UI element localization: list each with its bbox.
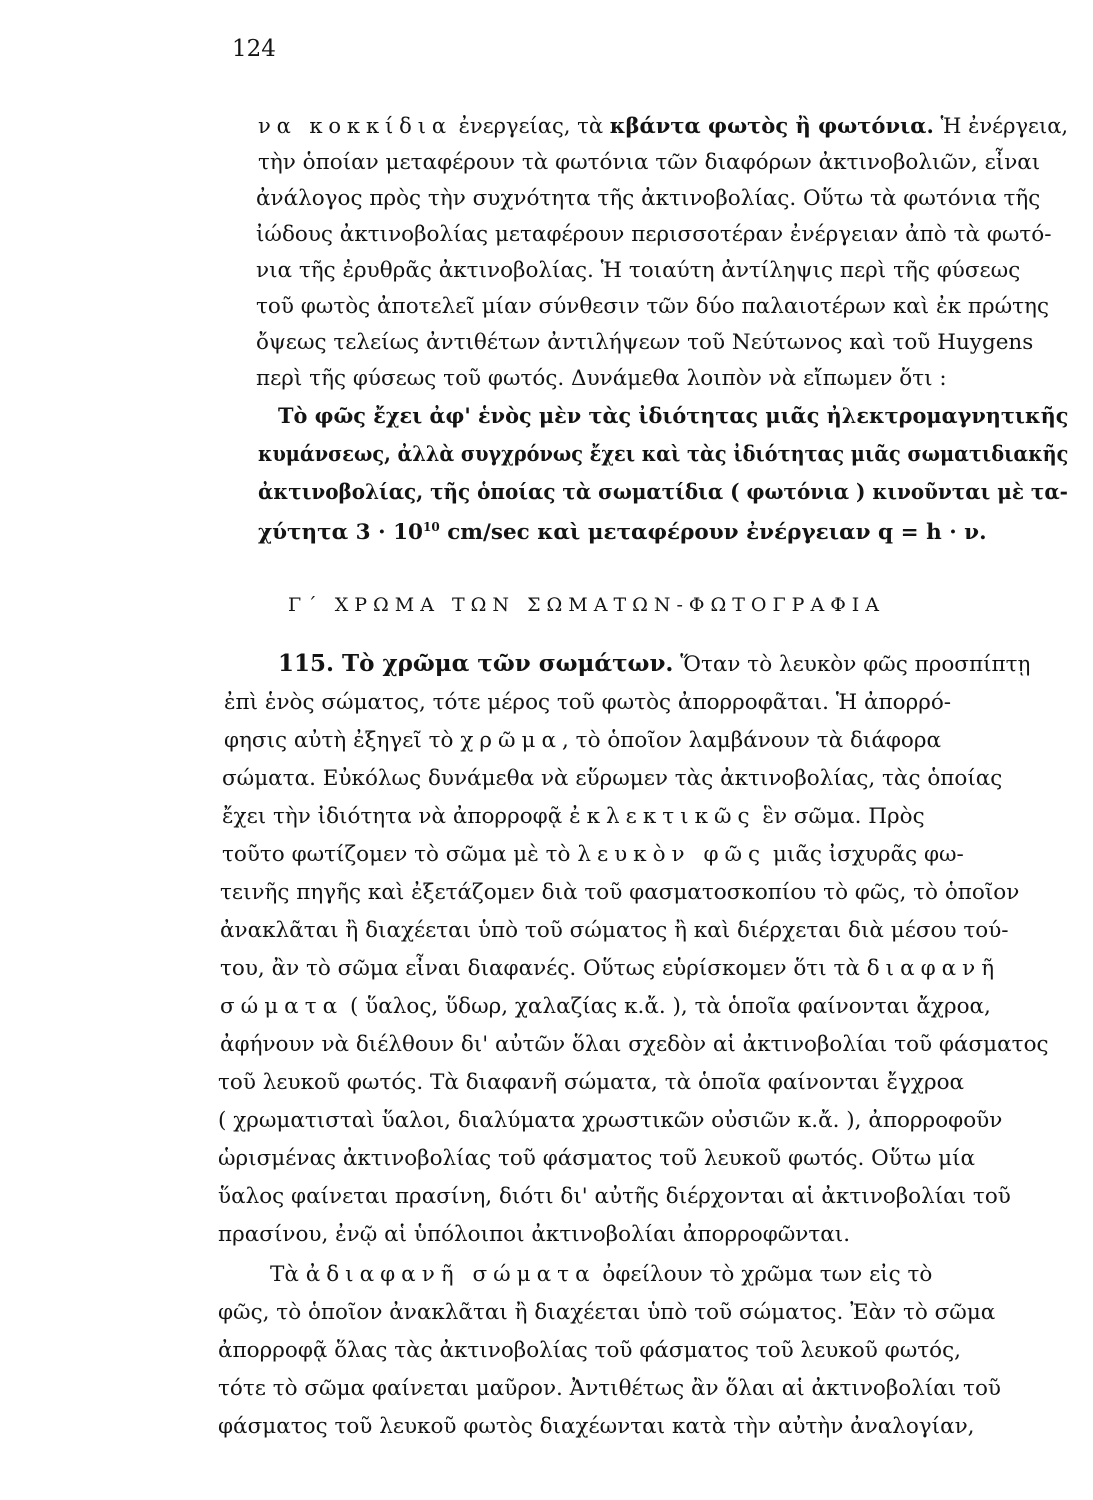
section-heading: Γ΄ ΧΡΩΜΑ ΤΩΝ ΣΩΜΑΤΩΝ-ΦΩΤΟΓΡΑΦΙΑ [288,594,885,616]
text-line: ὄψεως τελείως ἀντιθέτων ἀντιλήψεων τοῦ Νεύτωνος καὶ τοῦ Huygens [256,330,1034,355]
text-line: ἀπορροφᾷ ὅλας τὰς ἀκτινοβολίας τοῦ φάσματος τοῦ λευκοῦ φωτός, [218,1338,961,1363]
text-line: σώματα. Εὐκόλως δυνάμεθα νὰ εὕρωμεν τὰς ἀκτινοβολίας, τὰς ὁποίας [222,766,1003,791]
spaced-term: ἀδιαφανῆ σώματα [305,1262,596,1287]
text-span: ὀφείλουν τὸ χρῶμα των εἰς τὸ [595,1262,933,1287]
text-line: φάσματος τοῦ λευκοῦ φωτὸς διαχέωνται κατὰ τὴν αὐτὴν ἀναλογίαν, [218,1414,975,1439]
spaced-term: χρῶμα [460,728,563,753]
text-line: πρασίνου, ἐνῷ αἱ ὑπόλοιποι ἀκτινοβολίαι ἀπορροφῶνται. [218,1222,851,1247]
text-span: ἔχει τὴν ἰδιότητα νὰ ἀπορροφᾷ [222,804,570,829]
text-line [220,994,991,1019]
text-line [278,650,1030,677]
text-line: ἀφήνουν νὰ διέλθουν δι' αὐτῶν ὅλαι σχεδὸν αἱ ἀκτινοβολίαι τοῦ φάσματος [220,1032,1049,1057]
text-line: τεινῆς πηγῆς καὶ ἐξετάζομεν διὰ τοῦ φασματοσκοπίου τὸ φῶς, τὸ ὁποῖον [220,880,1020,905]
text-span: ( ὕαλος, ὕδωρ, χαλαζίας κ.ἄ. ), τὰ ὁποῖα φαίνονται ἄχροα, [343,994,991,1019]
text-line: τὴν ὁποίαν μεταφέρουν τὰ φωτόνια τῶν διαφόρων ἀκτινοβολιῶν, εἶναι [258,150,1041,175]
text-span: ἓν σῶμα. Πρὸς [755,804,925,829]
page-number: 124 [232,36,276,62]
text-line: ἀκτινοβολίας, τῆς ὁποίας τὰ σωματίδια ( φωτόνια ) κινοῦνται μὲ τα- [258,480,1068,505]
text-span: Ἡ ἐνέργεια, [933,114,1069,139]
text-line: τοῦ λευκοῦ φωτός. Τὰ διαφανῆ σώματα, τὰ ὁποῖα φαίνονται ἔγχροα [218,1070,965,1095]
text-line [224,728,941,753]
text-span: Ὅταν τὸ λευκὸν φῶς προσπίπτῃ [673,652,1031,677]
spaced-term: διαφανῆ [866,956,1001,981]
text-line [220,956,1000,981]
text-line: τότε τὸ σῶμα φαίνεται μαῦρον. Ἀντιθέτως ἂν ὅλαι αἱ ἀκτινοβολίαι τοῦ [218,1376,1001,1401]
text-span: cm/sec καὶ μεταφέρουν ἐνέργειαν q = h · ν. [439,520,987,545]
text-line [258,114,1068,139]
spaced-term: λευκὸν φῶς [577,842,767,867]
text-line: ὡρισμένας ἀκτινοβολίας τοῦ φάσματος τοῦ λευκοῦ φωτός. Οὕτω μία [218,1146,976,1171]
text-line: φῶς, τὸ ὁποῖον ἀνακλᾶται ἢ διαχέεται ὑπὸ τοῦ σώματος. Ἐὰν τὸ σῶμα [218,1300,996,1325]
spaced-term: σώματα [220,994,344,1019]
text-line: ἀνάλογος πρὸς τὴν συχνότητα τῆς ἀκτινοβολίας. Οὕτω τὰ φωτόνια τῆς [256,186,1041,211]
text-line: περὶ τῆς φύσεως τοῦ φωτός. Δυνάμεθα λοιπὸν νὰ εἴπωμεν ὅτι : [256,366,947,391]
spaced-term: ἐκλεκτικῶς [569,804,756,829]
text-span: χύτητα 3 · 10 [258,520,423,545]
text-span: , τὸ ὁποῖον λαμβάνουν τὰ διάφορα [562,728,942,753]
subsection-title: 115. Τὸ χρῶμα τῶν σωμάτων. [278,650,674,677]
text-line [258,520,987,545]
text-line: ( χρωματισταὶ ὕαλοι, διαλύματα χρωστικῶν οὐσιῶν κ.ἄ. ), ἀπορροφοῦν [218,1108,1003,1133]
text-line [222,842,964,867]
text-span: ἐνεργείας, τὰ [451,114,610,139]
text-span: του, ἂν τὸ σῶμα εἶναι διαφανές. Οὕτως εὑρίσκομεν ὅτι τὰ [220,956,867,981]
text-span: τοῦτο φωτίζομεν τὸ σῶμα μὲ τὸ [222,842,578,867]
text-line: ὕαλος φαίνεται πρασίνη, διότι δι' αὐτῆς διέρχονται αἱ ἀκτινοβολίαι τοῦ [218,1184,1011,1209]
spaced-term: να κοκκίδια [258,114,452,139]
text-line: ἰώδους ἀκτινοβολίας μεταφέρουν περισσοτέραν ἐνέργειαν ἀπὸ τὰ φωτό- [256,222,1052,247]
text-line: κυμάνσεως, ἀλλὰ συγχρόνως ἔχει καὶ τὰς ἰδιότητας μιᾶς σωματιδιακῆς [258,442,1069,467]
text-span: φησις αὐτὴ ἐξηγεῖ τὸ [224,728,461,753]
text-line: τοῦ φωτὸς ἀποτελεῖ μίαν σύνθεσιν τῶν δύο παλαιοτέρων καὶ ἐκ πρώτης [256,294,1049,319]
text-line [222,804,925,829]
text-line: Τὸ φῶς ἔχει ἀφ' ἑνὸς μὲν τὰς ἰδιότητας μιᾶς ἠλεκτρομαγνητικῆς [278,404,1069,429]
text-line: ἐπὶ ἑνὸς σώματος, τότε μέρος τοῦ φωτὸς ἀπορροφᾶται. Ἡ ἀπορρό- [224,690,952,715]
text-line: ἀνακλᾶται ἢ διαχέεται ὑπὸ τοῦ σώματος ἢ καὶ διέρχεται διὰ μέσου τού- [220,918,1009,943]
text-line [270,1262,932,1287]
emphasis-term: κβάντα φωτὸς ἢ φωτόνια. [609,114,934,139]
text-span: μιᾶς ἰσχυρᾶς φω- [766,842,964,867]
exponent: 10 [423,519,440,534]
text-line: νια τῆς ἐρυθρᾶς ἀκτινοβολίας. Ἡ τοιαύτη ἀντίληψις περὶ τῆς φύσεως [256,258,1021,283]
text-span: Τὰ [270,1262,306,1287]
